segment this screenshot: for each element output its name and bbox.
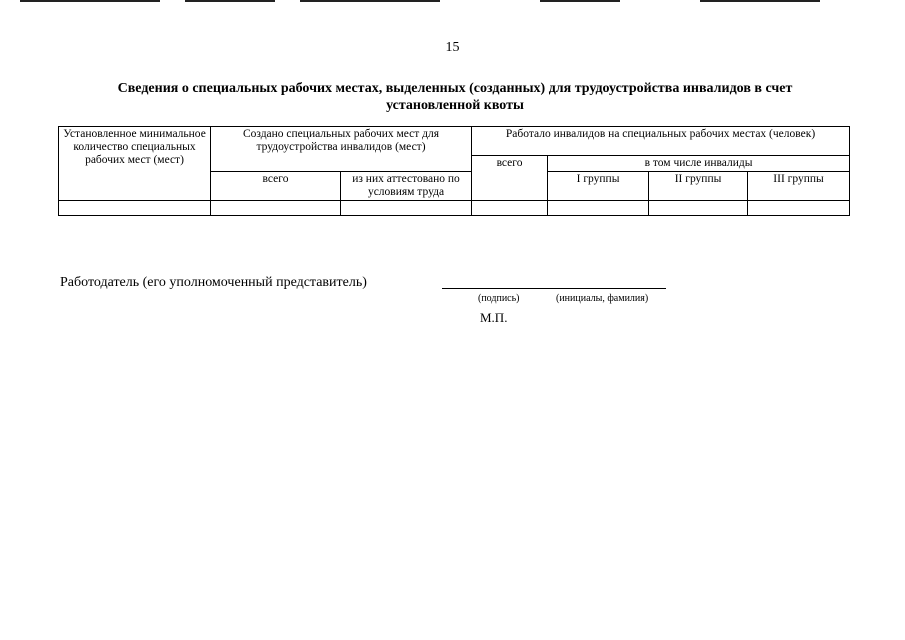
cell-group-1[interactable] <box>548 201 649 216</box>
signature-caption: (подпись) <box>478 293 520 304</box>
page-number: 15 <box>445 40 460 55</box>
header-created-places: Создано специальных рабочих мест для трудоустройства инвалидов (мест) <box>211 127 472 172</box>
cell-created-total[interactable] <box>211 201 341 216</box>
scan-edge-line <box>185 0 275 2</box>
document-title <box>60 80 850 114</box>
header-created-certified: из них аттестовано по условиям труда <box>341 172 472 201</box>
header-group-3: III группы <box>748 172 850 201</box>
header-worked-disabled: Работало инвалидов на специальных рабочих местах (человек) <box>472 127 850 156</box>
cell-group-3[interactable] <box>748 201 850 216</box>
scan-edge-line <box>700 0 820 2</box>
title-line-1: Сведения о специальных рабочих местах, выделенных (созданных) для трудоустройства инвалидов в счет <box>117 81 793 96</box>
employer-label: Работодатель (его уполномоченный представитель) <box>60 275 367 290</box>
name-caption: (инициалы, фамилия) <box>556 293 649 304</box>
title-line-2: установленной квоты <box>386 98 524 113</box>
quota-table <box>58 126 850 216</box>
cell-worked-total[interactable] <box>472 201 548 216</box>
header-min-special-places: Установленное минимальное количество специальных рабочих мест (мест) <box>59 127 211 201</box>
header-including-disabled: в том числе инвалиды <box>548 156 850 172</box>
stamp-label: М.П. <box>480 310 508 325</box>
table-row <box>59 201 850 216</box>
scan-edge-line <box>300 0 440 2</box>
header-group-2: II группы <box>649 172 748 201</box>
header-created-total: всего <box>211 172 341 201</box>
signature-line[interactable] <box>442 288 666 289</box>
cell-group-2[interactable] <box>649 201 748 216</box>
scan-edge-line <box>540 0 620 2</box>
cell-created-certified[interactable] <box>341 201 472 216</box>
cell-min-places[interactable] <box>59 201 211 216</box>
header-worked-total: всего <box>472 156 548 201</box>
scan-edge-line <box>20 0 160 2</box>
header-group-1: I группы <box>548 172 649 201</box>
